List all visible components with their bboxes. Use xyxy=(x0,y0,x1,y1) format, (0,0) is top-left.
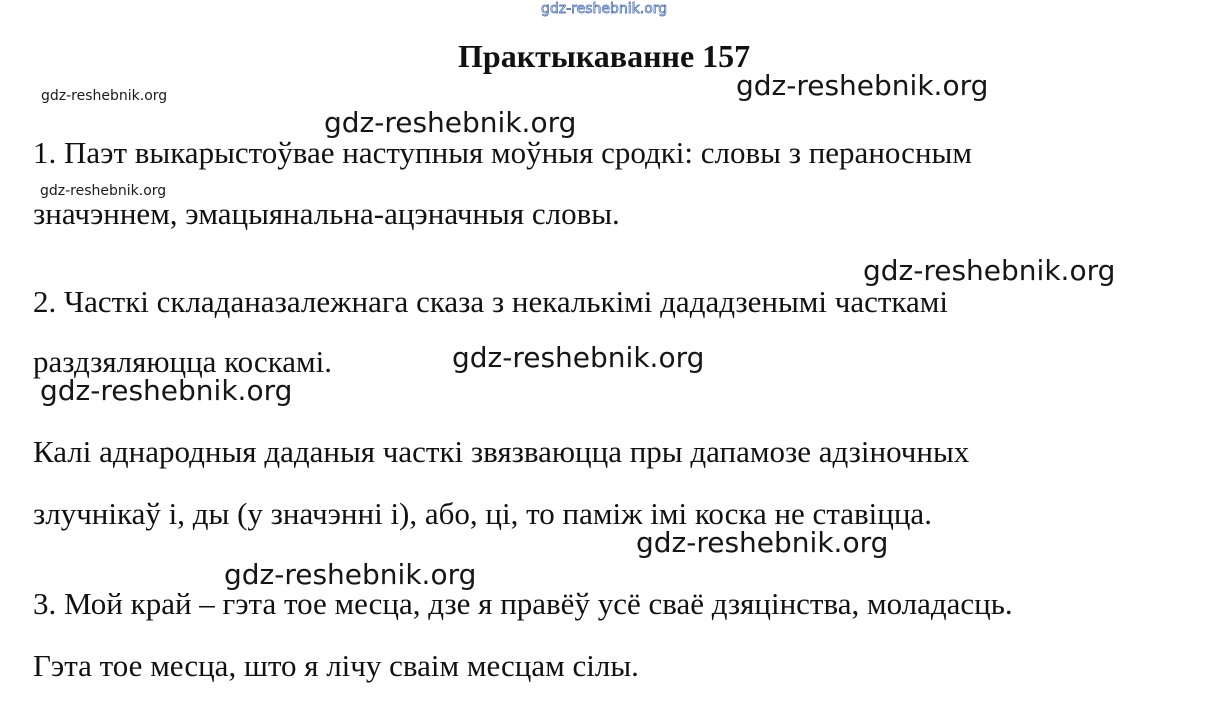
watermark-large-6: gdz-reshebnik.org xyxy=(636,526,889,559)
watermark-large-5: gdz-reshebnik.org xyxy=(40,374,293,407)
watermark-small-1: gdz-reshebnik.org xyxy=(41,88,168,104)
text-line-4: раздзяляюцца коскамі. xyxy=(33,344,333,379)
watermark-large-2: gdz-reshebnik.org xyxy=(324,106,577,139)
text-line-6: злучнікаў і, ды (у значэнні і), або, ці, то паміж імі коска не ставіцца. xyxy=(33,496,932,531)
watermark-large-7: gdz-reshebnik.org xyxy=(224,558,477,591)
watermark-small-2: gdz-reshebnik.org xyxy=(40,183,167,199)
page-title: Практыкаванне 157 xyxy=(458,38,751,74)
text-line-3: 2. Часткі складаназалежнага сказа з некалькімі дададзенымі часткамі xyxy=(33,284,949,319)
text-line-5: Калі аднародныя даданыя часткі звязваюцца пры дапамозе адзіночных xyxy=(33,434,970,469)
text-line-7: 3. Мой край – гэта тое месца, дзе я правёў усё сваё дзяцінства, моладасць. xyxy=(33,586,1013,621)
text-line-1: 1. Паэт выкарыстоўвае наступныя моўныя сродкі: словы з пераносным xyxy=(33,135,972,170)
watermark-large-4: gdz-reshebnik.org xyxy=(452,341,705,374)
top-watermark: gdz-reshebnik.org xyxy=(541,1,668,17)
text-line-2: значэннем, эмацыянальна-ацэначныя словы. xyxy=(33,196,620,231)
watermark-large-1: gdz-reshebnik.org xyxy=(736,69,989,102)
watermark-large-3: gdz-reshebnik.org xyxy=(863,254,1116,287)
text-line-8: Гэта тое месца, што я лічу сваім месцам сілы. xyxy=(33,648,639,683)
